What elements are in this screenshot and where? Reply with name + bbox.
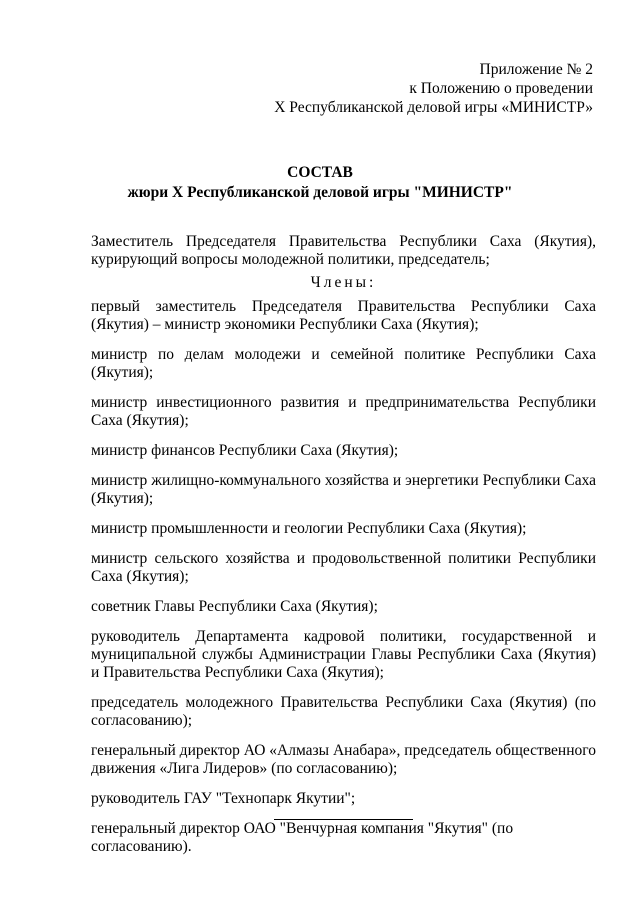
document-title: [0, 163, 640, 203]
member-item: министр финансов Республики Саха (Якутия);: [91, 442, 399, 459]
appendix-header: [274, 60, 593, 117]
member-item: министр сельского хозяйства и продовольственной политики Республики Саха (Якутия);: [91, 550, 596, 585]
members-heading: Члены:: [310, 274, 377, 291]
member-item: генеральный директор АО «Алмазы Анабара», председатель общественного движения «Лига Лидеров» (по согласованию);: [91, 742, 596, 777]
member-item: министр промышленности и геологии Республики Саха (Якутия);: [91, 520, 527, 537]
member-item: первый заместитель Председателя Правительства Республики Саха (Якутия) – министр экономики Республики Саха (Якутия);: [91, 298, 596, 333]
document-body: [91, 233, 596, 868]
member-item: министр по делам молодежи и семейной политике Республики Саха (Якутия);: [91, 346, 596, 381]
member-item: руководитель Департамента кадровой политики, государственной и муниципальной службы Администрации Главы Республики Саха (Якутия) и Правительства Республики Саха (Якутия);: [91, 628, 596, 681]
title-line-2: жюри X Республиканской деловой игры "МИНИСТР": [127, 184, 513, 201]
member-item: министр инвестиционного развития и предпринимательства Республики Саха (Якутия);: [91, 394, 596, 429]
member-item: председатель молодежного Правительства Республики Саха (Якутия) (по согласованию);: [91, 694, 596, 729]
chair-paragraph: Заместитель Председателя Правительства Республики Саха (Якутия), курирующий вопросы молодежной политики, председатель;: [91, 233, 596, 268]
appendix-number: Приложение № 2: [479, 61, 593, 78]
member-item: советник Главы Республики Саха (Якутия);: [91, 598, 378, 615]
title-line-1: СОСТАВ: [287, 164, 353, 181]
closing-divider: [274, 819, 413, 820]
member-item: министр жилищно-коммунального хозяйства и энергетики Республики Саха (Якутия);: [91, 472, 596, 507]
appendix-reference: к Положению о проведении: [409, 80, 593, 97]
appendix-event: X Республиканской деловой игры «МИНИСТР»: [274, 99, 593, 116]
member-item: генеральный директор ОАО "Венчурная компания "Якутия" (по согласованию).: [91, 820, 514, 855]
members-list: [91, 298, 596, 856]
member-item: руководитель ГАУ "Технопарк Якутии";: [91, 790, 356, 807]
